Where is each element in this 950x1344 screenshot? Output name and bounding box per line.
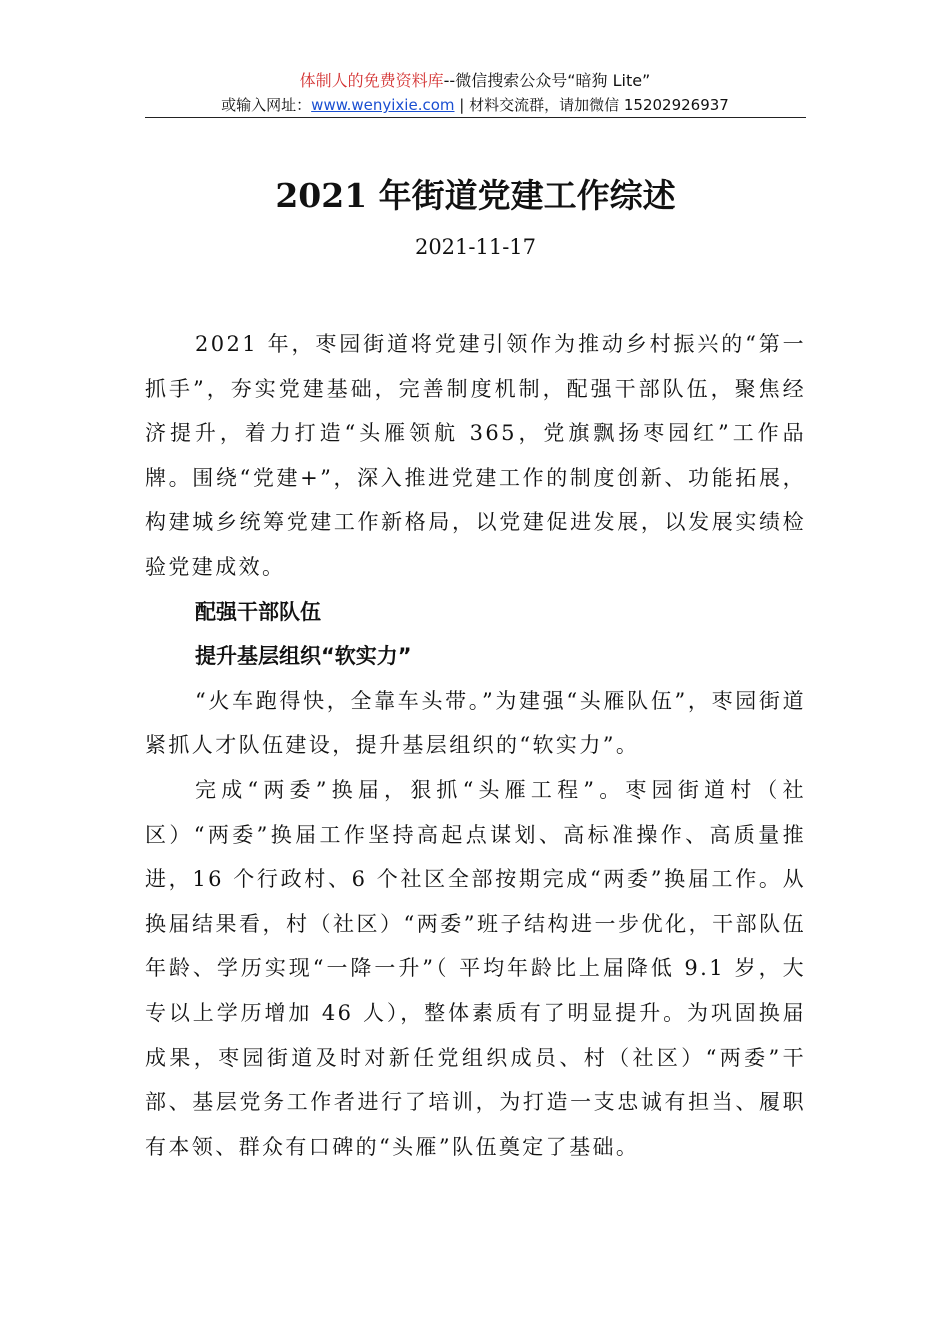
website-link[interactable]: www.wenyixie.com <box>311 96 455 114</box>
section-subheading: 提升基层组织“软实力” <box>195 644 412 669</box>
header-line-1 <box>145 70 805 92</box>
intro-paragraph: 2021 年，枣园街道将党建引领作为推动乡村振兴的“第一抓手”，夯实党建基础，完善制度机制，配强干部队伍，聚焦经济提升，着力打造“头雁领航 365，党旗飘扬枣园红”工作品牌。围绕“党建+”，深入推进党建工作的制度创新、功能拓展，构建城乡统筹党建工作新格局，以党建促进发展，以发展实绩检验党建成效。 <box>145 332 806 579</box>
section-paragraph-1: “火车跑得快，全靠车头带。”为建强“头雁队伍”，枣园街道紧抓人才队伍建设，提升基层组织的“软实力”。 <box>145 688 806 758</box>
contact-info: 材料交流群，请加微信 15202926937 <box>469 96 729 114</box>
document-body <box>145 322 806 1169</box>
document-title: 2021 年街道党建工作综述 <box>275 176 676 215</box>
header-line-2 <box>145 94 805 116</box>
header-separator: | <box>454 96 470 114</box>
section-heading: 配强干部队伍 <box>195 599 321 624</box>
brand-name: 体制人的免费资料库 <box>299 71 444 90</box>
document-date: 2021-11-17 <box>414 235 537 259</box>
section-paragraph-2: 完成“两委”换届，狠抓“头雁工程”。枣园街道村（社区）“两委”换届工作坚持高起点谋划、高标准操作、高质量推进，16 个行政村、6 个社区全部按期完成“两委”换届工作。从换届结果看，村（社区）“两委”班子结构进一步优化，干部队伍年龄、学历实现“一降一升”（ 平均年龄比上届降低 9.1 岁，大专以上学历增加 46 人），整体素质有了明显提升。为巩固换届成果，枣园街道及时对新任党组织成员、村（社区）“两委”干部、基层党务工作者进行了培训，为打造一支忠诚有担当、履职有本领、群众有口碑的“头雁”队伍奠定了基础。 <box>145 777 806 1159</box>
header-tagline: --微信搜索公众号“暗狗 Lite” <box>443 71 651 90</box>
header-divider <box>145 117 806 118</box>
page-header <box>145 70 805 116</box>
url-prefix: 或输入网址： <box>221 96 312 114</box>
